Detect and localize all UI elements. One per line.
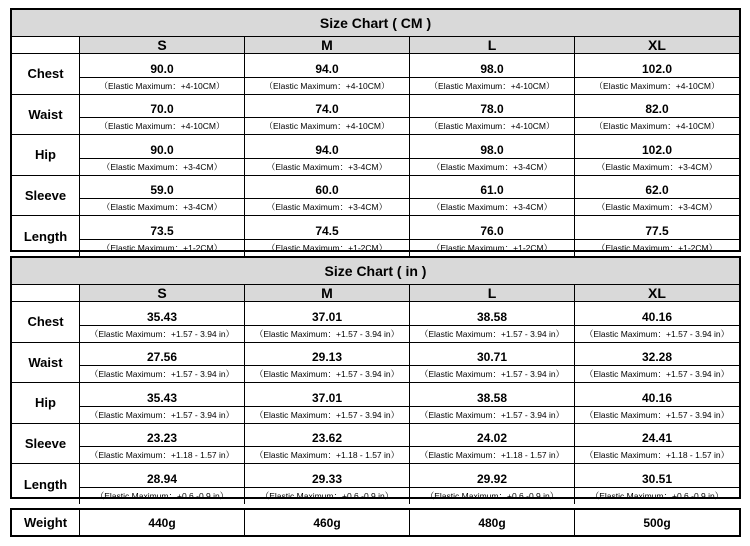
measure-row-hip bbox=[12, 135, 739, 176]
measure-cell bbox=[410, 302, 575, 342]
elastic-note: （Elastic Maximum：+1-2CM） bbox=[266, 242, 388, 253]
weight-value-s: 440g bbox=[80, 510, 245, 535]
weight-value-xl: 500g bbox=[643, 515, 671, 530]
elastic-note: （Elastic Maximum：+0.6 -0.9 in） bbox=[95, 490, 229, 501]
measure-cell bbox=[410, 383, 575, 423]
measure-row-sleeve bbox=[12, 176, 739, 217]
elastic-note: （Elastic Maximum：+1.57 - 3.94 in） bbox=[419, 369, 565, 380]
measure-cell bbox=[80, 464, 245, 504]
elastic-note: （Elastic Maximum：+1.18 - 1.57 in） bbox=[584, 450, 730, 461]
measure-cell bbox=[80, 216, 245, 256]
measure-cell bbox=[575, 383, 739, 423]
size-chart-cm-table bbox=[10, 8, 741, 252]
cm-rows bbox=[12, 54, 739, 256]
elastic-note: （Elastic Maximum：+1.57 - 3.94 in） bbox=[254, 369, 400, 380]
measure-value: 98.0 bbox=[410, 54, 574, 78]
row-label: Sleeve bbox=[12, 424, 80, 464]
elastic-note: （Elastic Maximum：+1.57 - 3.94 in） bbox=[254, 409, 400, 420]
measure-cell bbox=[80, 383, 245, 423]
measure-value: 73.5 bbox=[80, 216, 244, 240]
measure-value: 37.01 bbox=[245, 383, 409, 407]
measure-cell bbox=[575, 424, 739, 464]
measure-cell bbox=[410, 424, 575, 464]
measure-value: 90.0 bbox=[80, 135, 244, 159]
measure-cell bbox=[575, 135, 739, 175]
elastic-note: （Elastic Maximum：+4-10CM） bbox=[429, 121, 555, 132]
elastic-note: （Elastic Maximum：+3-4CM） bbox=[431, 202, 553, 213]
weight-value-l: 480g bbox=[410, 510, 575, 535]
size-header-row bbox=[12, 285, 739, 302]
measure-value: 40.16 bbox=[575, 383, 739, 407]
elastic-note: （Elastic Maximum：+1.57 - 3.94 in） bbox=[584, 409, 730, 420]
size-header-s: S bbox=[80, 285, 245, 301]
size-header-xl: XL bbox=[575, 37, 739, 53]
elastic-note: （Elastic Maximum：+1.57 - 3.94 in） bbox=[89, 409, 235, 420]
size-chart-in-table bbox=[10, 256, 741, 499]
row-label: Sleeve bbox=[12, 176, 80, 216]
row-label: Waist bbox=[12, 95, 80, 135]
weight-table bbox=[10, 508, 741, 537]
size-header-row bbox=[12, 37, 739, 54]
measure-value: 60.0 bbox=[245, 176, 409, 200]
measure-cell bbox=[575, 95, 739, 135]
measure-value: 102.0 bbox=[575, 135, 739, 159]
measure-value: 35.43 bbox=[80, 302, 244, 326]
measure-cell bbox=[410, 176, 575, 216]
measure-value: 27.56 bbox=[80, 343, 244, 367]
elastic-note: （Elastic Maximum：+3-4CM） bbox=[101, 161, 223, 172]
row-label-weight: Weight bbox=[12, 510, 80, 535]
elastic-note: （Elastic Maximum：+3-4CM） bbox=[596, 161, 718, 172]
measure-value: 24.02 bbox=[410, 424, 574, 448]
measure-cell bbox=[245, 343, 410, 383]
measure-value: 35.43 bbox=[80, 383, 244, 407]
size-header-m: M bbox=[245, 37, 410, 53]
row-label: Hip bbox=[12, 135, 80, 175]
measure-value: 74.0 bbox=[245, 95, 409, 119]
measure-value: 59.0 bbox=[80, 176, 244, 200]
measure-row-chest bbox=[12, 54, 739, 95]
elastic-note: （Elastic Maximum：+4-10CM） bbox=[264, 80, 390, 91]
measure-cell bbox=[245, 302, 410, 342]
measure-cell bbox=[575, 302, 739, 342]
measure-cell bbox=[575, 54, 739, 94]
measure-value: 62.0 bbox=[575, 176, 739, 200]
row-label: Hip bbox=[12, 383, 80, 423]
measure-cell bbox=[245, 95, 410, 135]
measure-cell bbox=[245, 383, 410, 423]
measure-value: 29.13 bbox=[245, 343, 409, 367]
measure-value: 40.16 bbox=[575, 302, 739, 326]
elastic-note: （Elastic Maximum：+1.18 - 1.57 in） bbox=[89, 450, 235, 461]
elastic-note: （Elastic Maximum：+3-4CM） bbox=[596, 202, 718, 213]
measure-value: 82.0 bbox=[575, 95, 739, 119]
measure-value: 90.0 bbox=[80, 54, 244, 78]
elastic-note: （Elastic Maximum：+0.6 -0.9 in） bbox=[425, 490, 559, 501]
measure-cell bbox=[245, 216, 410, 256]
measure-value: 78.0 bbox=[410, 95, 574, 119]
measure-cell bbox=[575, 464, 739, 504]
measure-cell bbox=[245, 135, 410, 175]
measure-cell bbox=[80, 302, 245, 342]
measure-value: 28.94 bbox=[80, 464, 244, 488]
measure-value: 61.0 bbox=[410, 176, 574, 200]
measure-value: 23.62 bbox=[245, 424, 409, 448]
size-header-s: S bbox=[80, 37, 245, 53]
elastic-note: （Elastic Maximum：+1.57 - 3.94 in） bbox=[254, 328, 400, 339]
measure-cell bbox=[245, 464, 410, 504]
measure-value: 29.92 bbox=[410, 464, 574, 488]
table-title: Size Chart ( CM ) bbox=[12, 10, 739, 37]
elastic-note: （Elastic Maximum：+1.57 - 3.94 in） bbox=[89, 328, 235, 339]
elastic-note: （Elastic Maximum：+1-2CM） bbox=[596, 242, 718, 253]
size-header-m: M bbox=[245, 285, 410, 301]
elastic-note: （Elastic Maximum：+0.6 -0.9 in） bbox=[590, 490, 724, 501]
measure-cell bbox=[575, 176, 739, 216]
elastic-note: （Elastic Maximum：+1.57 - 3.94 in） bbox=[89, 369, 235, 380]
measure-value: 94.0 bbox=[245, 54, 409, 78]
elastic-note: （Elastic Maximum：+1-2CM） bbox=[101, 242, 223, 253]
measure-value: 30.51 bbox=[575, 464, 739, 488]
table-title: Size Chart ( in ) bbox=[12, 258, 739, 285]
measure-value: 23.23 bbox=[80, 424, 244, 448]
measure-cell bbox=[410, 464, 575, 504]
elastic-note: （Elastic Maximum：+4-10CM） bbox=[99, 121, 225, 132]
measure-row-waist bbox=[12, 343, 739, 384]
size-header-l: L bbox=[410, 285, 575, 301]
measure-row-length bbox=[12, 464, 739, 504]
elastic-note: （Elastic Maximum：+4-10CM） bbox=[594, 121, 720, 132]
measure-cell bbox=[410, 343, 575, 383]
measure-value: 32.28 bbox=[575, 343, 739, 367]
size-header-l: L bbox=[410, 37, 575, 53]
measure-cell bbox=[80, 135, 245, 175]
weight-row bbox=[12, 510, 739, 535]
measure-value: 37.01 bbox=[245, 302, 409, 326]
measure-cell bbox=[575, 216, 739, 256]
measure-value: 38.58 bbox=[410, 302, 574, 326]
measure-value: 38.58 bbox=[410, 383, 574, 407]
measure-cell bbox=[80, 424, 245, 464]
measure-value: 77.5 bbox=[575, 216, 739, 240]
header-corner bbox=[12, 285, 80, 301]
measure-cell bbox=[80, 54, 245, 94]
elastic-note: （Elastic Maximum：+1.57 - 3.94 in） bbox=[584, 328, 730, 339]
measure-row-chest bbox=[12, 302, 739, 343]
elastic-note: （Elastic Maximum：+4-10CM） bbox=[264, 121, 390, 132]
measure-cell bbox=[410, 54, 575, 94]
elastic-note: （Elastic Maximum：+4-10CM） bbox=[99, 80, 225, 91]
elastic-note: （Elastic Maximum：+0.6 -0.9 in） bbox=[260, 490, 394, 501]
measure-row-sleeve bbox=[12, 424, 739, 465]
measure-cell bbox=[410, 135, 575, 175]
elastic-note: （Elastic Maximum：+1.57 - 3.94 in） bbox=[419, 409, 565, 420]
measure-value: 24.41 bbox=[575, 424, 739, 448]
measure-value: 102.0 bbox=[575, 54, 739, 78]
weight-value-m: 460g bbox=[245, 510, 410, 535]
elastic-note: （Elastic Maximum：+1-2CM） bbox=[431, 242, 553, 253]
measure-value: 29.33 bbox=[245, 464, 409, 488]
in-rows bbox=[12, 302, 739, 504]
row-label: Length bbox=[12, 216, 80, 256]
measure-cell bbox=[80, 343, 245, 383]
measure-value: 94.0 bbox=[245, 135, 409, 159]
measure-row-length bbox=[12, 216, 739, 256]
header-corner bbox=[12, 37, 80, 53]
elastic-note: （Elastic Maximum：+1.57 - 3.94 in） bbox=[584, 369, 730, 380]
size-header-xl: XL bbox=[575, 285, 739, 301]
measure-value: 98.0 bbox=[410, 135, 574, 159]
measure-cell bbox=[575, 343, 739, 383]
measure-row-waist bbox=[12, 95, 739, 136]
elastic-note: （Elastic Maximum：+3-4CM） bbox=[266, 161, 388, 172]
measure-value: 30.71 bbox=[410, 343, 574, 367]
measure-cell bbox=[245, 176, 410, 216]
elastic-note: （Elastic Maximum：+3-4CM） bbox=[101, 202, 223, 213]
elastic-note: （Elastic Maximum：+1.18 - 1.57 in） bbox=[419, 450, 565, 461]
elastic-note: （Elastic Maximum：+1.57 - 3.94 in） bbox=[419, 328, 565, 339]
elastic-note: （Elastic Maximum：+4-10CM） bbox=[594, 80, 720, 91]
measure-value: 74.5 bbox=[245, 216, 409, 240]
measure-cell bbox=[245, 54, 410, 94]
elastic-note: （Elastic Maximum：+3-4CM） bbox=[266, 202, 388, 213]
elastic-note: （Elastic Maximum：+3-4CM） bbox=[431, 161, 553, 172]
elastic-note: （Elastic Maximum：+1.18 - 1.57 in） bbox=[254, 450, 400, 461]
measure-cell bbox=[245, 424, 410, 464]
elastic-note: （Elastic Maximum：+4-10CM） bbox=[429, 80, 555, 91]
measure-cell bbox=[410, 216, 575, 256]
row-label: Length bbox=[12, 464, 80, 504]
measure-cell bbox=[410, 95, 575, 135]
measure-value: 70.0 bbox=[80, 95, 244, 119]
row-label: Waist bbox=[12, 343, 80, 383]
measure-cell bbox=[80, 95, 245, 135]
measure-row-hip bbox=[12, 383, 739, 424]
row-label: Chest bbox=[12, 54, 80, 94]
row-label: Chest bbox=[12, 302, 80, 342]
measure-cell bbox=[80, 176, 245, 216]
measure-value: 76.0 bbox=[410, 216, 574, 240]
